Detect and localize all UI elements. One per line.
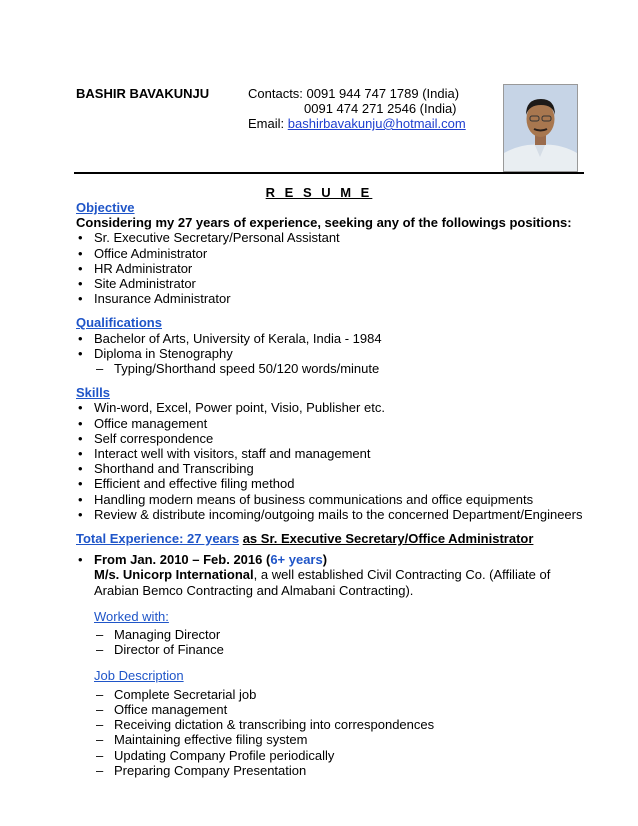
job-company-line (94, 567, 596, 597)
job-period-close: ) (322, 552, 328, 568)
job-list (76, 552, 596, 598)
list-item: – Typing/Shorthand speed 50/120 words/minute (94, 361, 596, 376)
list-item: • Bachelor of Arts, University of Kerala, India - 1984 (76, 331, 596, 346)
profile-photo (503, 84, 578, 172)
skills-list (76, 400, 596, 522)
list-item: • Self correspondence (76, 431, 596, 446)
list-item: • Interact well with visitors, staff and management (76, 446, 596, 461)
job-description-heading: Job Description (94, 668, 184, 684)
list-item: • Win-word, Excel, Power point, Visio, Publisher etc. (76, 400, 596, 415)
job-company: M/s. Unicorp International (94, 567, 254, 583)
qualifications-list (76, 331, 596, 361)
resume-title: R E S U M E (265, 185, 373, 200)
list-item: • Sr. Executive Secretary/Personal Assistant (76, 230, 596, 245)
list-item: • Handling modern means of business communications and office equipments (76, 492, 596, 507)
list-item: • Diploma in Stenography (76, 346, 596, 361)
list-item: – Director of Finance (94, 642, 596, 657)
list-item: • Efficient and effective filing method (76, 476, 596, 491)
objective-list (76, 230, 596, 306)
contact-email-row (248, 116, 466, 131)
list-item: • Office management (76, 416, 596, 431)
qualifications-sublist (94, 361, 596, 376)
list-item: – Managing Director (94, 627, 596, 642)
worked-with-list (94, 627, 596, 657)
experience-heading (76, 531, 596, 546)
worked-with-heading: Worked with: (94, 608, 169, 624)
total-experience: Total Experience: 27 years (76, 531, 240, 547)
objective-lead: Considering my 27 years of experience, seeking any of the followings positions: (76, 215, 572, 231)
job-company-desc: , a well established Civil Contracting Co. (Affiliate of Arabian Bemco Contracting and Almabani Contracting). (94, 567, 551, 598)
job-period: From Jan. 2010 – Feb. 2016 ( (94, 552, 271, 568)
list-item: • HR Administrator (76, 261, 596, 276)
job-entry (76, 552, 596, 598)
contacts-block (248, 86, 466, 131)
list-item: – Complete Secretarial job (94, 687, 596, 702)
list-item: – Updating Company Profile periodically (94, 748, 596, 763)
list-item: • Insurance Administrator (76, 291, 596, 306)
list-item: • Shorthand and Transcribing (76, 461, 596, 476)
list-item: • Office Administrator (76, 246, 596, 261)
contact-phone-1: Contacts: 0091 944 747 1789 (India) (248, 86, 460, 101)
contact-phone-2: 0091 474 271 2546 (India) (304, 101, 457, 116)
resume-body (76, 200, 596, 778)
candidate-name: BASHIR BAVAKUNJU (76, 86, 210, 101)
list-item: – Office management (94, 702, 596, 717)
objective-heading: Objective (76, 200, 135, 215)
email-label: Email: (248, 116, 285, 131)
list-item: – Receiving dictation & transcribing into correspondences (94, 717, 596, 732)
list-item: – Maintaining effective filing system (94, 732, 596, 747)
job-duration: 6+ years (270, 552, 323, 568)
experience-role: as Sr. Executive Secretary/Office Administrator (242, 531, 534, 547)
job-description-list (94, 687, 596, 778)
qualifications-heading: Qualifications (76, 315, 162, 331)
list-item: • Review & distribute incoming/outgoing mails to the concerned Department/Engineers (76, 507, 596, 522)
skills-heading: Skills (76, 385, 110, 401)
list-item: – Preparing Company Presentation (94, 763, 596, 778)
job-period-line (94, 552, 596, 567)
header-divider (74, 172, 584, 174)
list-item: • Site Administrator (76, 276, 596, 291)
email-link[interactable]: bashirbavakunju@hotmail.com (287, 116, 466, 131)
